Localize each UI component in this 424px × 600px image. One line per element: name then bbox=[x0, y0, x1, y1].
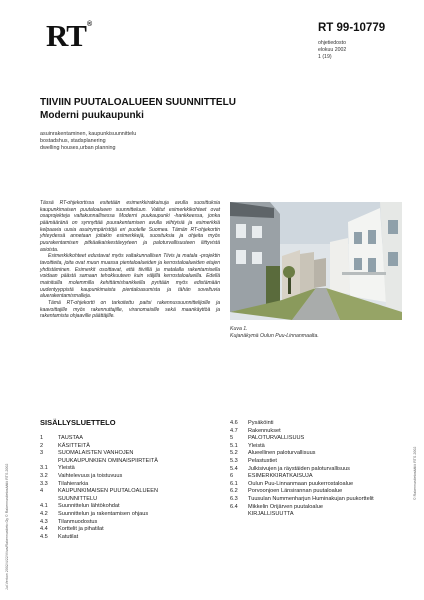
street-photo bbox=[230, 202, 402, 320]
toc-item bbox=[40, 481, 158, 489]
toc-item-title: Pysäköinti bbox=[248, 420, 274, 426]
toc-item-title: Alueellinen paloturvallisuus bbox=[248, 450, 316, 457]
toc-item bbox=[40, 526, 158, 534]
intro-paragraph-1: Tässä RT-ohjekortissa esitetään esimerkkiratkaisuja avulla suosittuksia kaupunkimaisen puutaloalueen suunnitteluun. Valitut esimerkkikohteet ovat osaprojekteja valtakunnallisessa Moderni puukaupunki -hankkeessa, jonka päämääränä on synnyttää puurakentamisen avulla viihtyisiä ja esimerkkiä kelpaavia uusia asuinympäristöjä eri puolelle Suomea. Tämän RT-ohjekortin yhteydessä annetaan joitakin esimerkkejä, suosituksia ja ohjeita myös puurakentamisen pitkäaikaiskestävyyteen ja paloturvallisuuteen liittyvistä asioista. bbox=[40, 200, 220, 253]
toc-item bbox=[40, 503, 158, 511]
toc-item-number: 4 bbox=[40, 488, 44, 495]
toc-item bbox=[40, 465, 158, 473]
toc-item-number: 4.1 bbox=[40, 503, 48, 510]
page-title: TIIVIIN PUUTALOALUEEN SUUNNITTELU bbox=[40, 97, 236, 108]
toc-item bbox=[230, 473, 374, 481]
toc-item-title: SUOMALAISTEN VANHOJEN bbox=[58, 450, 134, 457]
side-imprint: Jul.Verkon 2002/4/22/Viiva/Rakennustieto Oy © Rakennustietosäätiö RTS 2002 bbox=[5, 463, 9, 590]
toc-item-number bbox=[230, 511, 248, 519]
toc-item-title: Yleistä bbox=[58, 465, 75, 472]
toc-item bbox=[40, 534, 158, 542]
toc-heading: SISÄLLYSLUETTELO bbox=[40, 418, 116, 427]
toc-item-title: Porvoonjoen Länsirannan puutaloalue bbox=[248, 488, 343, 495]
toc-item-number: 4.5 bbox=[40, 533, 48, 540]
toc-item-title: Tuusulan Nummenharjun Huminakujan puukorttelit bbox=[248, 495, 374, 502]
registered-mark: ® bbox=[87, 21, 93, 28]
toc-item-title: Katutilat bbox=[58, 533, 79, 540]
toc-item-title: KÄSITTEITÄ bbox=[58, 442, 91, 449]
toc-item-title: SUUNNITTELU bbox=[58, 495, 98, 502]
toc-item-number: 5.1 bbox=[230, 442, 238, 449]
caption-text: Kujanäkymä Oulun Puu-Linnanmaalta. bbox=[230, 332, 319, 339]
toc-item-title: ESIMERKKIRATKAISUJA bbox=[248, 473, 313, 480]
toc-item-number: 5 bbox=[230, 435, 234, 442]
toc-item-number: 5.3 bbox=[230, 457, 238, 464]
toc-item bbox=[230, 466, 374, 474]
toc-item-title: PUUKAUPUNKIEN OMINAISPIIRTEITÄ bbox=[58, 457, 158, 464]
toc-item-number: 1 bbox=[40, 435, 44, 441]
toc-item bbox=[40, 435, 158, 443]
toc-item-title: Julkisivujen ja räystäiden paloturvallisuus bbox=[248, 465, 350, 472]
meta-type: ohjetiedosto bbox=[318, 40, 346, 46]
toc-item-number: 6.1 bbox=[230, 480, 238, 487]
intro-text bbox=[40, 200, 220, 320]
page-subtitle: Moderni puukaupunki bbox=[40, 110, 144, 121]
toc-item-number: 4.6 bbox=[230, 420, 238, 426]
toc-item-title: Rakennukset bbox=[248, 427, 281, 434]
toc-item-number: 5.2 bbox=[230, 450, 238, 457]
toc-item bbox=[230, 443, 374, 451]
toc-item-number: 6.3 bbox=[230, 495, 238, 502]
toc-item-number: 3.3 bbox=[40, 480, 48, 487]
toc-item-title: Mikkelin Orijärven puutaloalue bbox=[248, 503, 323, 510]
toc-item-title: KIRJALLISUUTTA bbox=[248, 511, 294, 518]
toc-item-title: Korttelit ja pihatilat bbox=[58, 526, 104, 533]
toc-item-number: 4.4 bbox=[40, 526, 48, 533]
toc-item-title: Tilahierarkia bbox=[58, 480, 89, 487]
toc-item-number: 4.2 bbox=[40, 510, 48, 517]
toc-item bbox=[40, 450, 158, 458]
toc-item bbox=[230, 481, 374, 489]
toc-item-title: KAUPUNKIMAISEN PUUTALOALUEEN bbox=[58, 488, 158, 495]
toc-item-title: TAUSTAA bbox=[58, 435, 83, 441]
toc-right-column bbox=[230, 420, 374, 519]
toc-item bbox=[40, 473, 158, 481]
toc-item-number: 6.2 bbox=[230, 488, 238, 495]
toc-item-number: 2 bbox=[40, 442, 44, 449]
toc-item bbox=[230, 511, 374, 519]
toc-item bbox=[40, 443, 158, 451]
toc-item bbox=[230, 428, 374, 436]
toc-item bbox=[40, 458, 158, 466]
rt-logo: RT bbox=[46, 18, 86, 53]
toc-item-title: PALOTURVALLISUUS bbox=[248, 435, 305, 442]
toc-item-number: 4.7 bbox=[230, 427, 238, 434]
intro-paragraph-2: Esimerkkikohteet edustavat myös valtakunnallisen Tiivis ja matala -projektin tavoitteita, joita ovat muun muassa pientaloalueiden ja kerrostaloalueiden etujen yhdistäminen. Esimerkit osoittavat, että tiiviillä ja matalalla rakentamisella voidaan päästä samaan tehokkuuteen kuin väljillä kerrostaloalueilla. Edellä mainituilla molemmilla kehittämishankkeilla pyritään myös edistämään uudentyyppistä kaupunkimaista pientaloasumista ja tähän soveltuvia aluerakentamismalleja. bbox=[40, 253, 220, 300]
toc-item bbox=[40, 511, 158, 519]
toc-item bbox=[230, 420, 374, 428]
toc-item bbox=[230, 488, 374, 496]
meta-date: elokuu 2002 bbox=[318, 47, 347, 53]
toc-item-title: Suunnittelun ja rakentamisen ohjaus bbox=[58, 510, 149, 517]
keywords-en: dwelling houses,urban planning bbox=[40, 144, 116, 151]
photo-caption bbox=[230, 326, 319, 339]
toc-item-number: 3 bbox=[40, 450, 44, 457]
toc-item-title: Oulun Puu-Linnanmaan puukerrostaloalue bbox=[248, 480, 354, 487]
toc-item bbox=[230, 504, 374, 512]
meta-page: 1 (19) bbox=[318, 54, 332, 60]
toc-item-number: 4.3 bbox=[40, 518, 48, 525]
toc-item bbox=[230, 458, 374, 466]
toc-item-title: Suunnittelun lähtökohdat bbox=[58, 503, 120, 510]
toc-item bbox=[230, 496, 374, 504]
toc-item bbox=[40, 519, 158, 527]
toc-left-column bbox=[40, 435, 158, 541]
toc-item-number bbox=[40, 458, 58, 466]
side-copyright: © Rakennustietosäätiö RTS 2002 bbox=[413, 446, 417, 500]
toc-item bbox=[40, 496, 158, 504]
keywords-sv: bostadshus, stadsplanering bbox=[40, 137, 106, 144]
toc-item-title: Tilanmuodostus bbox=[58, 518, 98, 525]
toc-item bbox=[230, 450, 374, 458]
keywords-fi: asuinrakentaminen, kaupunkisuunnittelu bbox=[40, 131, 137, 137]
toc-item-number: 3.2 bbox=[40, 472, 48, 479]
toc-item-number: 3.1 bbox=[40, 465, 48, 472]
keywords bbox=[40, 131, 136, 151]
toc-item-number bbox=[40, 496, 58, 504]
caption-label: Kuva 1. bbox=[230, 326, 248, 332]
toc-item-number: 6 bbox=[230, 473, 234, 480]
toc-item-title: Vaihtelevuus ja toistuvuus bbox=[58, 472, 123, 479]
toc-item-number: 5.4 bbox=[230, 465, 238, 472]
toc-item-number: 6.4 bbox=[230, 503, 238, 510]
toc-item bbox=[230, 435, 374, 443]
document-code: RT 99-10779 bbox=[318, 22, 386, 34]
toc-item-title: Yleistä bbox=[248, 442, 265, 449]
toc-item bbox=[40, 488, 158, 496]
intro-paragraph-3: Tämä RT-ohjekortti on tarkoitettu paitsi rakennussuunnittelijoille ja kaavoittajille myös rakennuttajille, viranomaisille sekä maankäyttöä ja rakentamista ohjaaville päättäjille. bbox=[40, 299, 220, 320]
toc-item-title: Pelastustiet bbox=[248, 457, 277, 464]
